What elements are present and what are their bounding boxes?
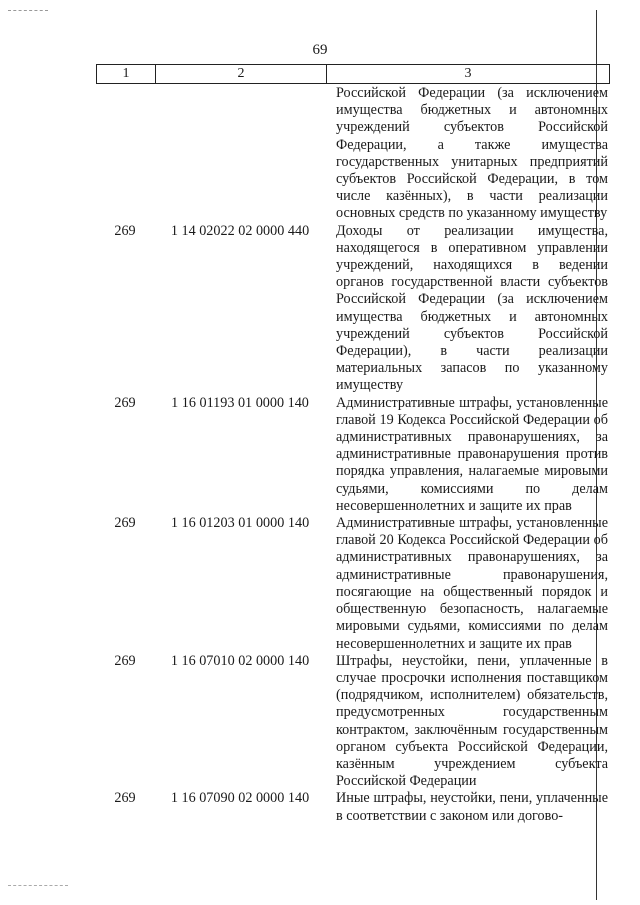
budget-classification-code: 1 16 07090 02 0000 140 bbox=[170, 790, 310, 807]
scan-edge-mark-top bbox=[8, 10, 48, 11]
column-header-3: 3 bbox=[464, 66, 472, 81]
table-row bbox=[96, 515, 608, 653]
administrator-code: 269 bbox=[114, 222, 136, 239]
table-row bbox=[96, 395, 608, 515]
administrator-code: 269 bbox=[114, 790, 136, 807]
page-number: 69 bbox=[312, 42, 328, 58]
income-description: Доходы от реализации имущества, находящегося в оперативном управлении учреждений, находящихся в ведении органов государственной власти субъектов Российской Федерации (за исключением имущества бюджетных и автономных учреждений субъектов Российской Федерации), в части реализации материальных запасов по указанному имуществу bbox=[336, 222, 608, 394]
budget-classification-code bbox=[154, 85, 326, 223]
income-description: Административные штрафы, установленные главой 20 Кодекса Российской Федерации об административных правонарушениях, за административные правонарушения, посягающие на общественный порядок и общественную безопасность, налагаемые мировыми судьями, комиссиями по делам несовершеннолетних и защите их прав bbox=[336, 515, 608, 652]
scan-edge-mark-bottom bbox=[8, 885, 68, 886]
budget-classification-code: 1 14 02022 02 0000 440 bbox=[170, 222, 310, 239]
budget-classification-code: 1 16 07010 02 0000 140 bbox=[170, 652, 310, 669]
column-header-2: 2 bbox=[156, 65, 327, 83]
income-description: Российской Федерации (за исключением имущества бюджетных и автономных учреждений субъектов Российской Федерации, а также имущества государственных унитарных предприятий субъектов Российской Федерации, в том числе казённых), в части реализации основных средств по указанному имуществу bbox=[336, 85, 608, 222]
income-description: Иные штрафы, неустойки, пени, уплаченные в соответствии с законом или догово- bbox=[336, 790, 608, 824]
table-row bbox=[96, 85, 608, 223]
administrator-code: 269 bbox=[114, 515, 136, 532]
income-codes-table bbox=[96, 85, 608, 825]
budget-classification-code: 1 16 01203 01 0000 140 bbox=[170, 515, 310, 532]
table-row bbox=[96, 653, 608, 791]
column-header-1: 1 bbox=[97, 65, 156, 83]
budget-classification-code: 1 16 01193 01 0000 140 bbox=[171, 394, 309, 411]
table-column-header bbox=[96, 64, 610, 84]
table-row bbox=[96, 790, 608, 824]
administrator-code: 269 bbox=[114, 394, 136, 411]
administrator-code: 269 bbox=[114, 652, 136, 669]
table-row bbox=[96, 223, 608, 395]
income-description: Штрафы, неустойки, пени, уплаченные в случае просрочки исполнения поставщиком (подрядчиком, исполнителем) обязательств, предусмотренных государственным контрактом, заключённым государственным органом субъекта Российской Федерации, казённым учреждением субъекта Российской Федерации bbox=[336, 652, 608, 790]
income-description: Административные штрафы, установленные главой 19 Кодекса Российской Федерации об административных правонарушениях, за административные правонарушения против порядка управления, налагаемые мировыми судьями, комиссиями по делам несовершеннолетних и защите их прав bbox=[336, 394, 608, 514]
administrator-code bbox=[96, 85, 154, 223]
